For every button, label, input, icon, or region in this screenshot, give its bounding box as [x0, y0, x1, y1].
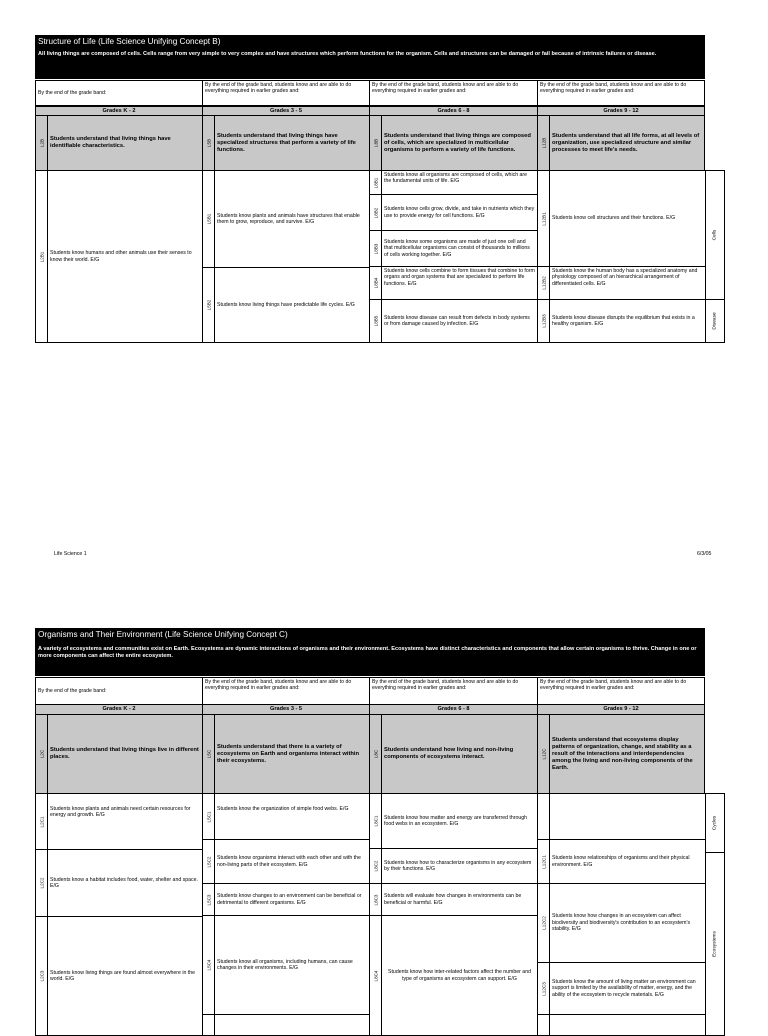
band-intro-912: By the end of the grade band, students know and are able to do everything required in earlier grades and:: [537, 677, 705, 705]
benchmark-code: L5B1: [202, 170, 215, 268]
concept-code: L8C: [369, 714, 382, 794]
benchmark-code: L8B4: [369, 266, 382, 300]
benchmark-text: Students know plants and animals need certain resources for energy and growth. E/G: [47, 793, 203, 850]
concept-statement: Students understand that there is a variety of ecosystems on Earth and organisms interact within their ecosystems.: [214, 714, 370, 794]
section2-title: Organisms and Their Environment (Life Science Unifying Concept C): [38, 630, 288, 639]
benchmark-code: L2B1: [35, 170, 48, 343]
band-intro-k2: By the end of the grade band:: [35, 80, 203, 106]
concept-statement: Students understand that all life forms, at all levels of organization, use specialized structure and similar processes to meet life's needs.: [549, 115, 705, 171]
side-label: Disease: [705, 299, 725, 343]
concept-statement: Students understand that ecosystems display patterns of organization, change, and stability as a result of the interactions and interdependencies among the living and non-living components of the Earth.: [549, 714, 705, 794]
concept-statement: Students understand that living things are composed of cells, which are specialized in multicellular organisms to perform a variety of life functions.: [381, 115, 538, 171]
benchmark-text: Students know the amount of living matter an environment can support is limited by the availability of matter, energy, and the ability of the ecosystem to recycle materials. E/G: [549, 962, 706, 1015]
benchmark-code: L8C4: [369, 915, 382, 1036]
benchmark-text: Students know relationships of organisms and their physical environment. E/G: [549, 839, 706, 884]
footer-right: 6/3/05: [697, 551, 712, 557]
benchmark-code: L8C2: [369, 848, 382, 884]
benchmark-code: L5C1: [202, 793, 215, 840]
benchmark-text: Students know cells combine to form tissues that combine to form organs and organ systems that are specialized to perform life functions. E/G: [381, 266, 538, 300]
benchmark-text: Students know disease can result from defects in body systems or from damage caused by infection. E/G: [381, 299, 538, 343]
grade-header-k2: Grades K - 2: [35, 106, 203, 116]
benchmark-text: Students will evaluate how changes in environments can be beneficial or harmful. E/G: [381, 883, 538, 916]
benchmark-text: Students know how inter-related factors affect the number and type of organisms an ecosystem can support. E/G: [381, 915, 538, 1036]
section1-description: All living things are composed of cells. Cells range from very simple to very complex and have structures which perform functions for the organism. Cells and structures can be damaged or fail because of intrinsic failures or disease.: [38, 51, 657, 57]
benchmark-text: Students know cells grow, divide, and take in nutrients which they use to provide energy for cell functions. E/G: [381, 194, 538, 231]
grade-header-912: Grades 9 - 12: [537, 106, 705, 116]
grade-header-35: Grades 3 - 5: [202, 704, 370, 715]
grade-header-35: Grades 3 - 5: [202, 106, 370, 116]
benchmark-text: Students know some organisms are made of just one cell and that multicellular organisms can consist of thousands to millions of cells working together. E/G: [381, 230, 538, 267]
benchmark-text: Students know how to characterize organisms in any ecosystem by their functions. E/G: [381, 848, 538, 884]
benchmark-text: Students know the organization of simple food webs. E/G: [214, 793, 370, 840]
benchmark-code: L8B3: [369, 230, 382, 267]
benchmark-text: Students know humans and other animals use their senses to know their world. E/G: [47, 170, 203, 343]
grade-header-k2: Grades K - 2: [35, 704, 203, 715]
benchmark-text: Students know cell structures and their functions. E/G: [549, 170, 706, 267]
benchmark-text: Students know plants and animals have structures that enable them to grow, reproduce, and survive. E/G: [214, 170, 370, 268]
benchmark-code: L2C3: [35, 916, 48, 1036]
benchmark-text: Students know the human body has a specialized anatomy and physiology composed of an hierarchical arrangement of differentiated cells. E/G: [549, 266, 706, 300]
benchmark-text: Students know how changes in an ecosystem can affect biodiversity and biodiversity's contribution to an ecosystem's stability. E/G: [549, 883, 706, 963]
benchmark-code: L8B2: [369, 194, 382, 231]
section1-title: Structure of Life (Life Science Unifying Concept B): [38, 37, 221, 46]
band-intro-912: By the end of the grade band, students know and are able to do everything required in earlier grades and:: [537, 80, 705, 106]
benchmark-code: L12B3: [537, 299, 550, 343]
concept-code: L12C: [537, 714, 550, 794]
concept-code: L12B: [537, 115, 550, 171]
grade-header-912: Grades 9 - 12: [537, 704, 705, 715]
benchmark-code: L12C3: [537, 962, 550, 1015]
concept-statement: Students understand that living things live in different places.: [47, 714, 203, 794]
band-intro-68: By the end of the grade band, students know and are able to do everything required in earlier grades and:: [369, 80, 538, 106]
benchmark-code: L2C1: [35, 793, 48, 850]
footer-left: Life Science 1: [54, 551, 87, 557]
side-label: Cycles: [705, 793, 725, 853]
benchmark-code: L12B2: [537, 266, 550, 300]
benchmark-code: L5C4: [202, 915, 215, 1015]
benchmark-code: L8B1: [369, 170, 382, 195]
grade-header-68: Grades 6 - 8: [369, 106, 538, 116]
concept-statement: Students understand how living and non-living components of ecosystems interact.: [381, 714, 538, 794]
benchmark-code: L5C2: [202, 839, 215, 884]
grade-header-68: Grades 6 - 8: [369, 704, 538, 715]
side-label: Ecosystems: [705, 852, 725, 1036]
benchmark-code: L2C2: [35, 849, 48, 917]
concept-code: L5C: [202, 714, 215, 794]
benchmark-text: Students know disease disrupts the equilibrium that exists in a healthy organism. E/G: [549, 299, 706, 343]
benchmark-code: L8B5: [369, 299, 382, 343]
benchmark-text: Students know a habitat includes food, water, shelter and space. E/G: [47, 849, 203, 917]
band-intro-35: By the end of the grade band, students know and are able to do everything required in earlier grades and:: [202, 80, 370, 106]
concept-code: L2B: [35, 115, 48, 171]
benchmark-text: Students know all organisms, including humans, can cause changes in their environments. E/G: [214, 915, 370, 1015]
benchmark-code: L12B1: [537, 170, 550, 267]
benchmark-text: [214, 1014, 370, 1036]
concept-statement: Students understand that living things have identifiable characteristics.: [47, 115, 203, 171]
concept-code: L5B: [202, 115, 215, 171]
benchmark-code: L8C1: [369, 793, 382, 849]
concept-code: L2C: [35, 714, 48, 794]
band-intro-k2: By the end of the grade band:: [35, 677, 203, 705]
concept-statement: Students understand that living things have specialized structures that perform a variety of life functions.: [214, 115, 370, 171]
benchmark-text: [549, 1014, 706, 1036]
benchmark-code: L5C3: [202, 883, 215, 916]
benchmark-text: Students know organisms interact with each other and with the non-living parts of their ecosystem. E/G: [214, 839, 370, 884]
side-label: Cells: [705, 170, 725, 300]
section2-header: [35, 628, 705, 676]
benchmark-text: Students know living things have predictable life cycles. E/G: [214, 267, 370, 343]
benchmark-code: L8C3: [369, 883, 382, 916]
benchmark-code: L5B2: [202, 267, 215, 343]
benchmark-code: L12C1: [537, 839, 550, 884]
band-intro-68: By the end of the grade band, students know and are able to do everything required in earlier grades and:: [369, 677, 538, 705]
benchmark-text: Students know changes to an environment can be beneficial or detrimental to different organisms. E/G: [214, 883, 370, 916]
section2-description: A variety of ecosystems and communities exist on Earth. Ecosystems are dynamic interactions of organisms and their environment. Ecosystems have distinct characteristics and components that allow certain organisms to thrive. Change in one or more components can affect the entire ecosystem.: [38, 646, 697, 659]
band-intro-35: By the end of the grade band, students know and are able to do everything required in earlier grades and:: [202, 677, 370, 705]
benchmark-text: Students know how matter and energy are transferred through food webs in an ecosystem. E/G: [381, 793, 538, 849]
benchmark-code: L12C2: [537, 883, 550, 963]
benchmark-text: Students know all organisms are composed of cells, which are the fundamental units of life. E/G: [381, 170, 538, 195]
section1-header: [35, 35, 705, 79]
benchmark-text: Students know living things are found almost everywhere in the world. E/G: [47, 916, 203, 1036]
concept-code: L8B: [369, 115, 382, 171]
benchmark-text: [549, 793, 706, 840]
